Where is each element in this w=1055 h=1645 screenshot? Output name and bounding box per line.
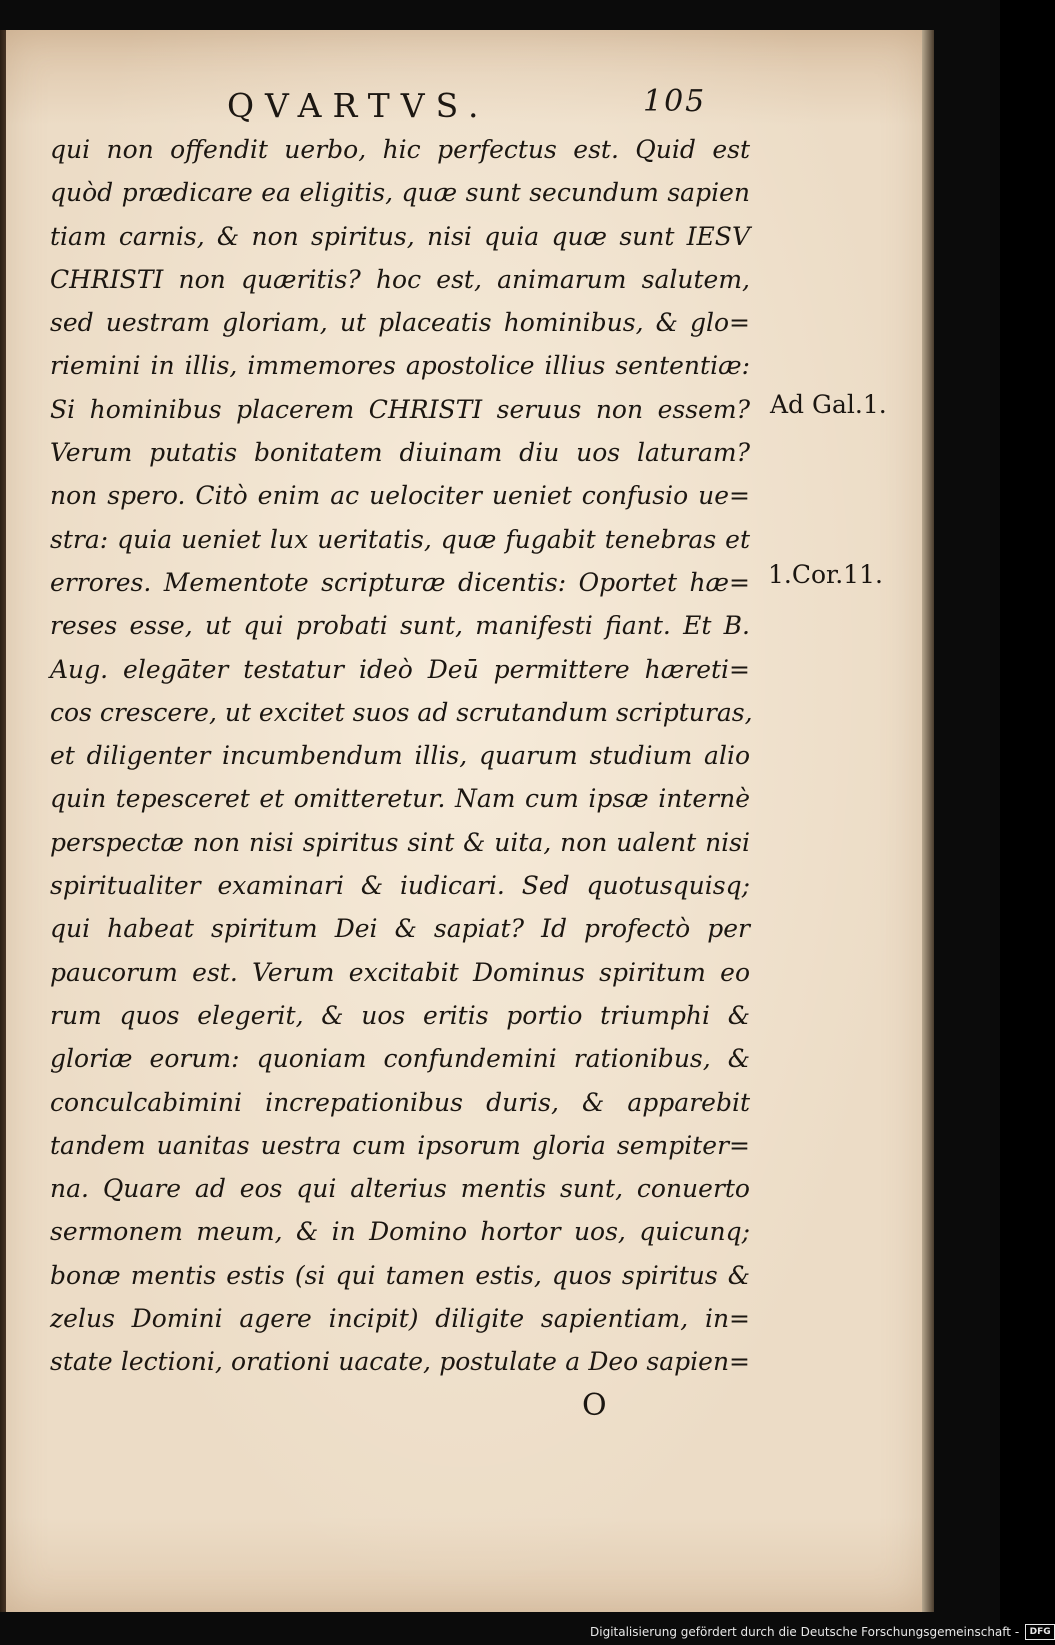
text-line: qui non offendit uerbo, hic perfectus est. Quid est (50, 135, 750, 164)
text-line: Aug. elegāter testatur ideò Deū permittere hæreti= (50, 654, 750, 684)
text-line: tiam carnis, & non spiritus, nisi quia quæ sunt IESV (50, 221, 750, 251)
text-line: reses esse, ut qui probati sunt, manifesti fiant. Et B. (50, 611, 750, 641)
running-head: QVARTVS. (227, 86, 490, 125)
text-line: quòd prædicare ea eligitis, quæ sunt secundum sapien (50, 178, 750, 208)
marginal-note-galatians: Ad Gal.1. (770, 390, 887, 419)
text-line: zelus Domini agere incipit) diligite sapientiam, in= (50, 1304, 750, 1334)
dfg-logo-icon: DFG (1025, 1624, 1055, 1640)
text-line: bonæ mentis estis (si qui tamen estis, quos spiritus & (50, 1260, 750, 1290)
text-line: conculcabimini increpationibus duris, & apparebit (50, 1087, 750, 1117)
marginal-note-corinthians: 1.Cor.11. (768, 560, 883, 589)
text-line: gloriæ eorum: quoniam confundemini rationibus, & (50, 1044, 750, 1074)
text-line: perspectæ non nisi spiritus sint & uita, non ualent nisi (50, 827, 750, 857)
signature-mark: O (582, 1388, 607, 1423)
body-text (50, 128, 753, 1384)
digitization-credit (590, 1622, 1055, 1642)
page-edge (922, 30, 934, 1612)
text-line: non spero. Citò enim ac uelociter ueniet confusio ue= (50, 481, 750, 511)
text-line: qui habeat spiritum Dei & sapiat? Id profectò per (50, 914, 750, 944)
page-header (0, 86, 1000, 126)
text-line: paucorum est. Verum excitabit Dominus spiritum eo (50, 957, 750, 987)
text-line: state lectioni, orationi uacate, postulate a Deo sapien= (50, 1347, 750, 1377)
text-line: stra: quia ueniet lux ueritatis, quæ fugabit tenebras et (50, 524, 750, 554)
text-line: quin tepesceret et omitteretur. Nam cum ipsæ internè (50, 784, 750, 814)
text-line: na. Quare ad eos qui alterius mentis sunt, conuerto (50, 1174, 750, 1204)
text-line: spiritualiter examinari & iudicari. Sed quotusquisq; (50, 871, 750, 901)
text-line: CHRISTI non quæritis? hoc est, animarum salutem, (50, 264, 750, 294)
page-number: 105 (643, 84, 707, 119)
text-line: sed uestram gloriam, ut placeatis hominibus, & glo= (50, 308, 750, 338)
text-line: tandem uanitas uestra cum ipsorum gloria sempiter= (50, 1130, 750, 1160)
text-line: Si hominibus placerem CHRISTI seruus non essem? (50, 394, 750, 424)
text-line: riemini in illis, immemores apostolice illius sententiæ: (50, 351, 750, 381)
text-line: Verum putatis bonitatem diuinam diu uos laturam? (50, 438, 750, 468)
text-line: sermonem meum, & in Domino hortor uos, quicunq; (50, 1217, 750, 1247)
text-line: rum quos elegerit, & uos eritis portio triumphi & (50, 1000, 750, 1030)
text-line: errores. Mementote scripturæ dicentis: Oportet hæ= (50, 567, 750, 597)
text-line: cos crescere, ut excitet suos ad scrutandum scripturas, (50, 697, 753, 727)
credit-text: Digitalisierung gefördert durch die Deutsche Forschungsgemeinschaft - (590, 1625, 1020, 1639)
text-line: et diligenter incumbendum illis, quarum studium alio (50, 741, 750, 771)
